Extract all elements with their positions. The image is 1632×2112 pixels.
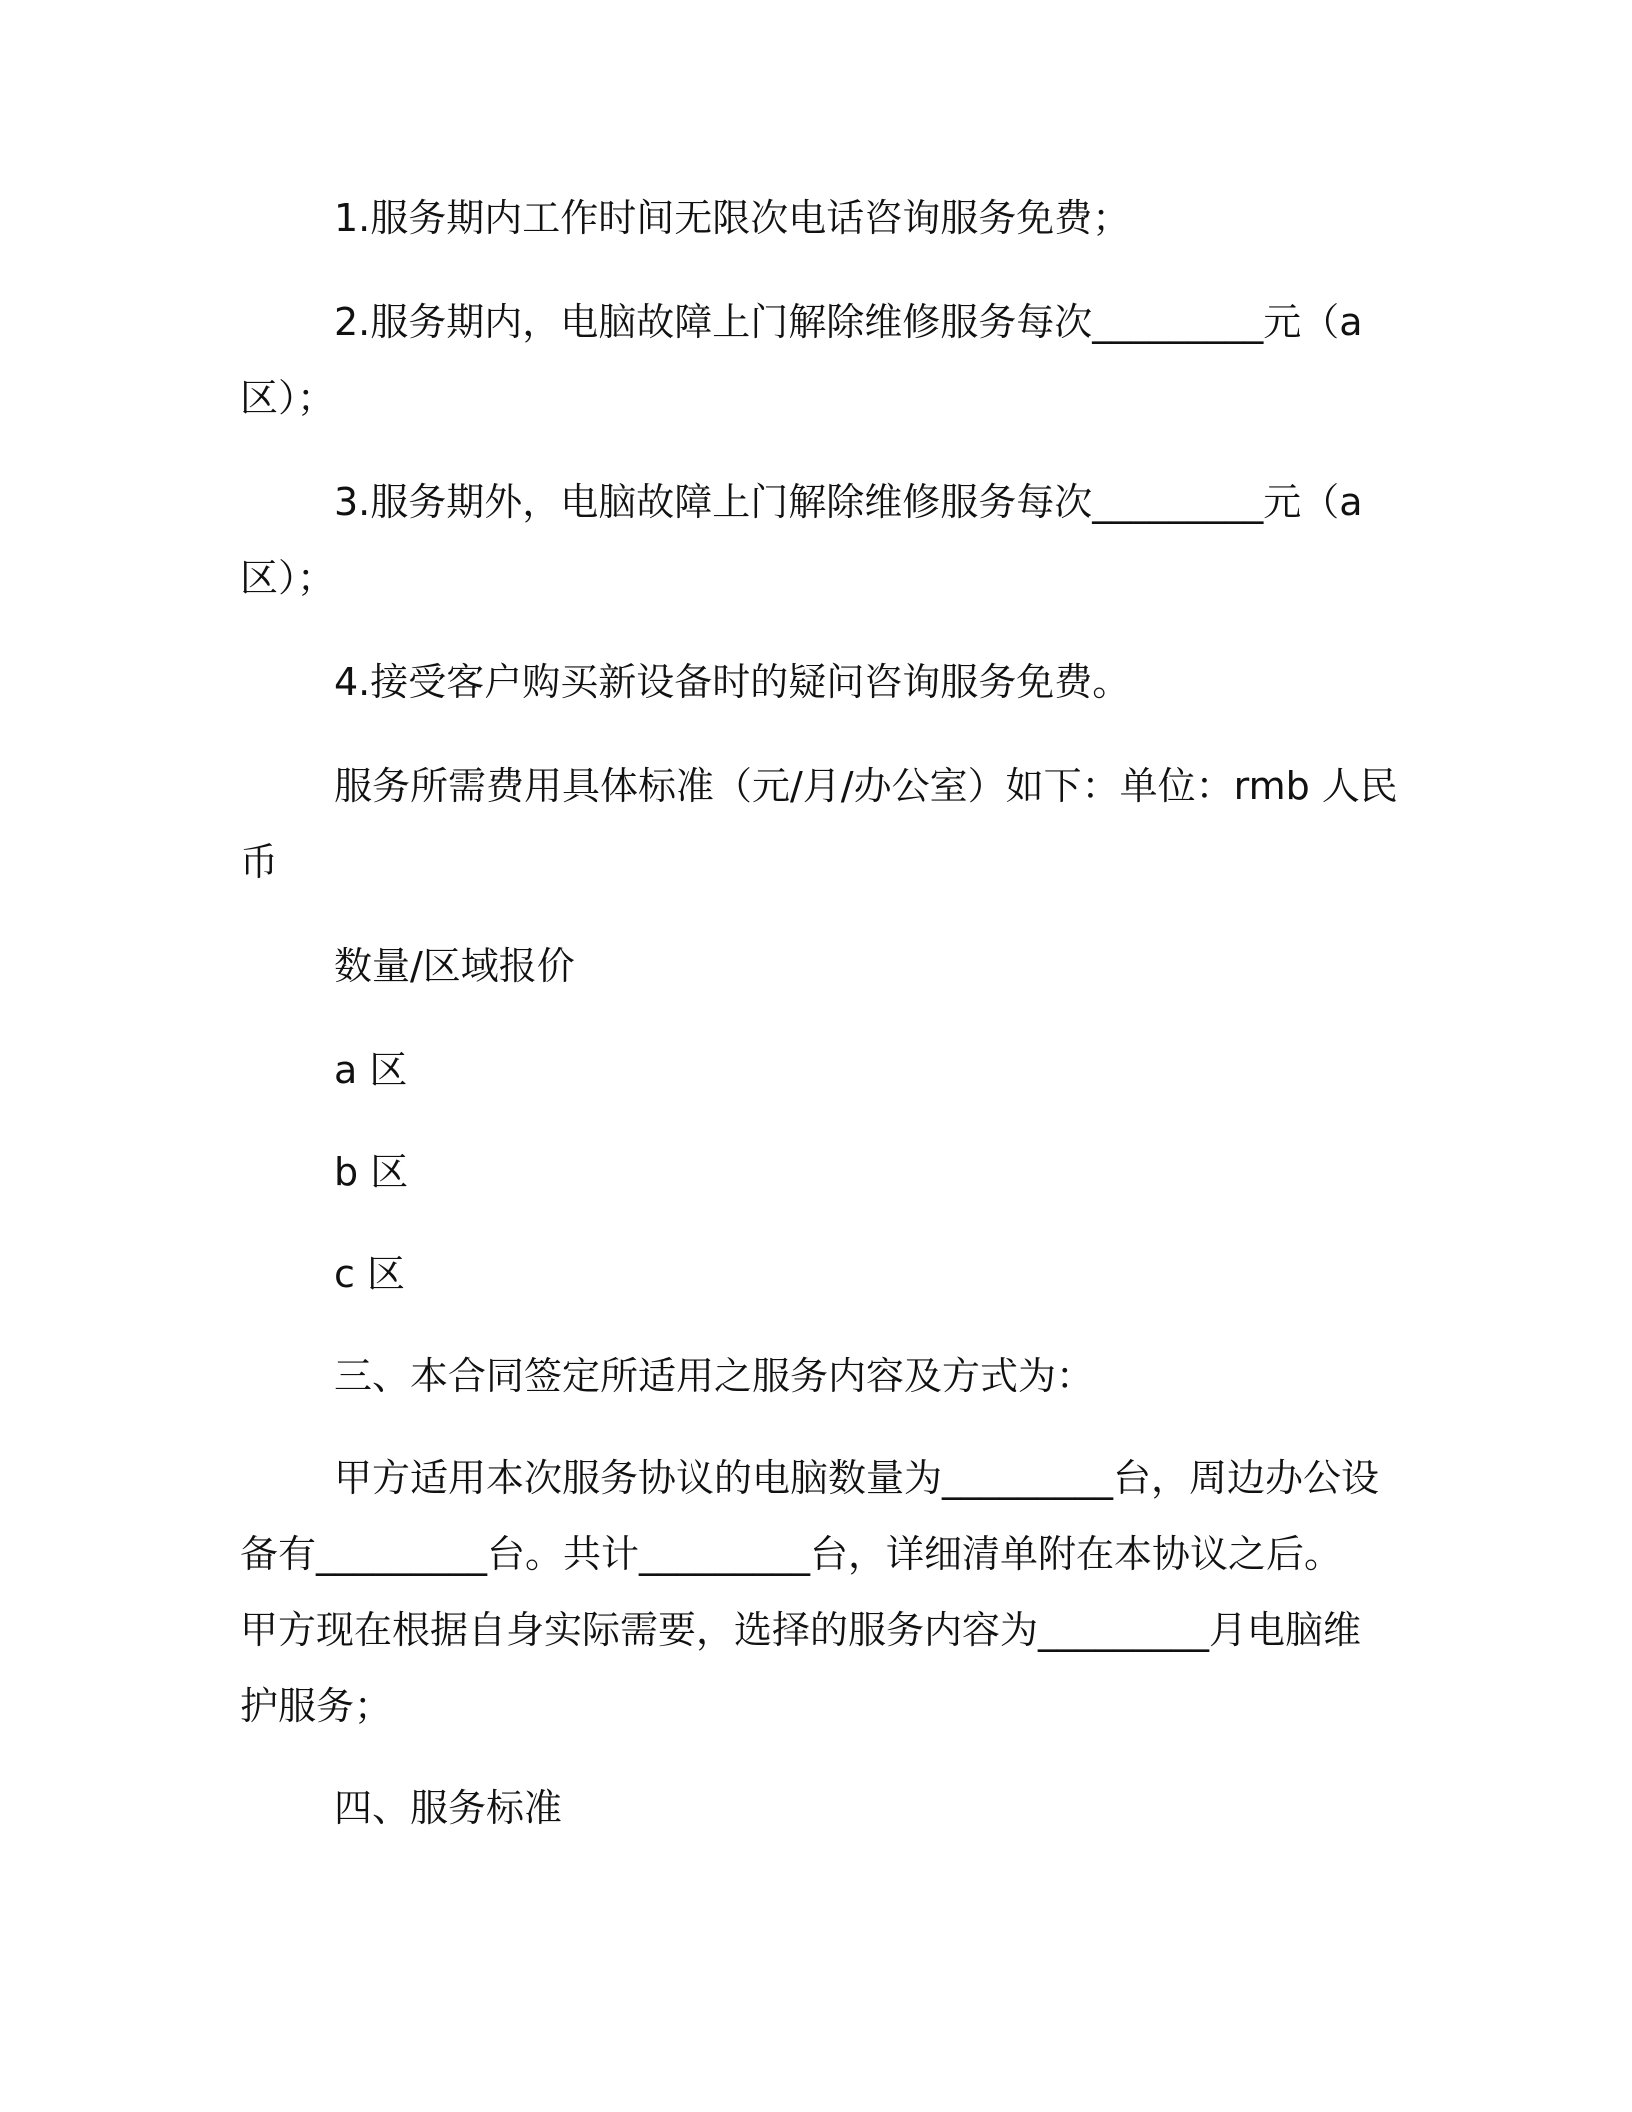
- region-b: [240, 1134, 1386, 1210]
- text-line: 甲方适用本次服务协议的电脑数量为_________台，周边办公设: [334, 1456, 1380, 1500]
- text-line: 数量/区域报价: [334, 944, 575, 988]
- section-3-heading: [240, 1338, 1386, 1414]
- text-line: 甲方现在根据自身实际需要，选择的服务内容为_________月电脑维: [240, 1608, 1362, 1652]
- paragraph-1: [240, 180, 1386, 256]
- text-line: 4.接受客户购买新设备时的疑问咨询服务免费。: [334, 660, 1131, 704]
- text-line: 区）；: [240, 376, 336, 420]
- text-line: 区）；: [240, 556, 336, 600]
- quantity-region-heading: [240, 928, 1386, 1004]
- paragraph-3: [240, 464, 1386, 616]
- text-line: 3.服务期外，电脑故障上门解除维修服务每次_________元（a: [334, 480, 1363, 524]
- text-line: 四、服务标准: [334, 1786, 563, 1830]
- equipment-paragraph: [240, 1440, 1386, 1744]
- text-line: 三、本合同签定所适用之服务内容及方式为：: [334, 1354, 1095, 1398]
- text-line: c 区: [334, 1252, 405, 1296]
- text-line: 1.服务期内工作时间无限次电话咨询服务免费；: [334, 196, 1131, 240]
- region-a: [240, 1032, 1386, 1108]
- fee-standard-paragraph: [240, 748, 1398, 900]
- text-line: 服务所需费用具体标准（元/月/办公室）如下：单位：rmb 人民: [334, 764, 1398, 808]
- section-4-heading: [240, 1770, 1386, 1846]
- text-line: 2.服务期内，电脑故障上门解除维修服务每次_________元（a: [334, 300, 1363, 344]
- text-line: a 区: [334, 1048, 408, 1092]
- text-line: 护服务；: [240, 1684, 393, 1728]
- paragraph-4: [240, 644, 1386, 720]
- region-c: [240, 1236, 1386, 1312]
- text-line: 币: [240, 840, 279, 884]
- text-line: 备有_________台。共计_________台，详细清单附在本协议之后。: [240, 1532, 1343, 1576]
- text-line: b 区: [334, 1150, 409, 1194]
- paragraph-2: [240, 284, 1386, 436]
